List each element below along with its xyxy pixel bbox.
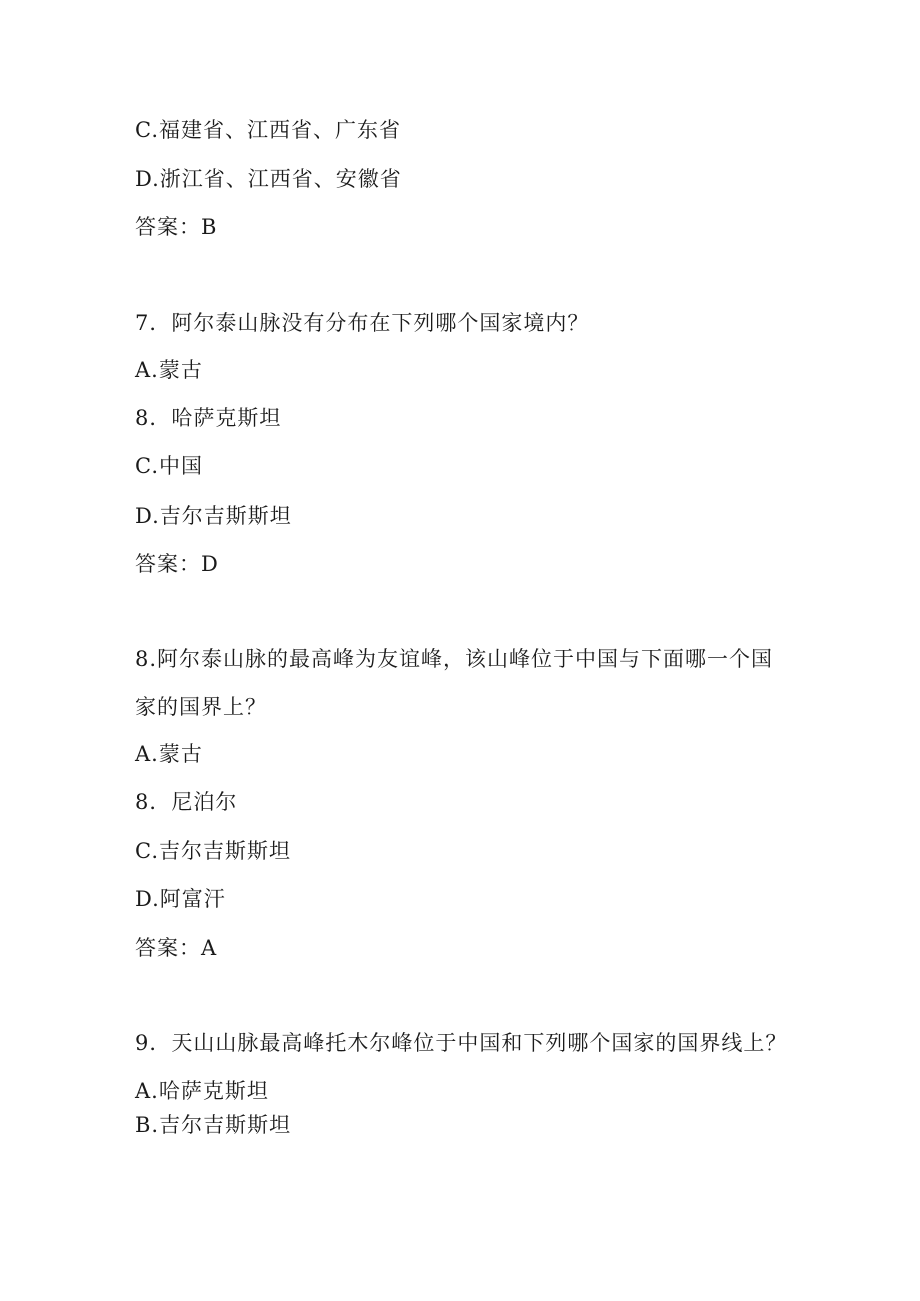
option-c-q8: C.吉尔吉斯斯坦 — [135, 839, 291, 863]
question-8-line-2: 家的国界上？ — [135, 695, 267, 719]
option-c-q7: C.中国 — [135, 454, 203, 478]
answer-q6: 答案：B — [135, 215, 218, 239]
answer-q8: 答案：A — [135, 936, 218, 960]
question-7: 7．阿尔泰山脉没有分布在下列哪个国家境内？ — [135, 311, 590, 335]
option-a-q7: A.蒙古 — [135, 358, 203, 382]
option-a-q9: A.哈萨克斯坦 — [135, 1079, 269, 1103]
option-b-q9: B.吉尔吉斯斯坦 — [135, 1113, 292, 1137]
option-d-q6: D.浙江省、江西省、安徽省 — [135, 167, 402, 191]
answer-q7: 答案：D — [135, 552, 219, 576]
option-b-q7: 8．哈萨克斯坦 — [135, 406, 282, 430]
question-9: 9．天山山脉最高峰托木尔峰位于中国和下列哪个国家的国界线上？ — [135, 1031, 788, 1055]
option-b-q8: 8．尼泊尔 — [135, 790, 238, 814]
option-a-q8: A.蒙古 — [135, 742, 203, 766]
option-d-q7: D.吉尔吉斯斯坦 — [135, 504, 292, 528]
option-c-q6: C.福建省、江西省、广东省 — [135, 118, 401, 142]
question-8-line-1: 8.阿尔泰山脉的最高峰为友谊峰，该山峰位于中国与下面哪一个国 — [135, 647, 774, 671]
option-d-q8: D.阿富汗 — [135, 887, 226, 911]
